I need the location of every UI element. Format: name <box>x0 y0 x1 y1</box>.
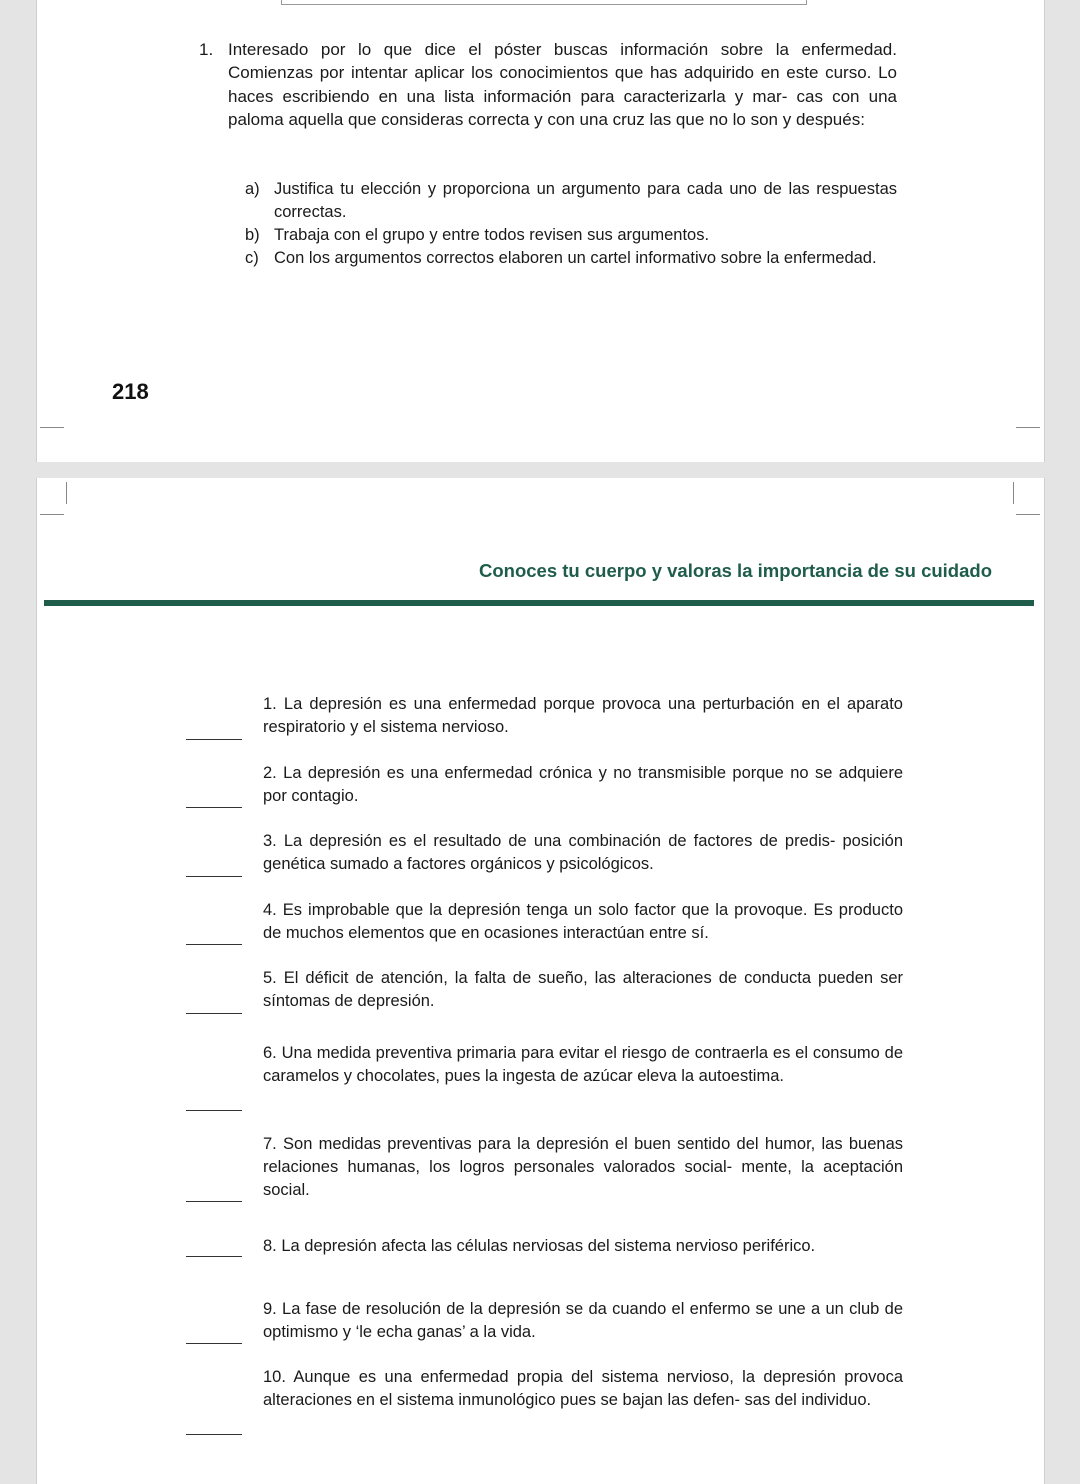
subitems-list <box>245 178 897 270</box>
crop-mark <box>1016 514 1040 515</box>
answer-blank-9[interactable] <box>186 1343 242 1344</box>
answer-blank-1[interactable] <box>186 739 242 740</box>
statement-1: 1. La depresión es una enfermedad porque provoca una perturbación en el aparato respiratorio y el sistema nervioso. <box>263 695 903 736</box>
page-number: 218 <box>112 379 149 404</box>
question-text: Interesado por lo que dice el póster buscas información sobre la enfermedad. Comienzas por intentar aplicar los conocimientos que has adquirido en este curso. Lo haces escribiendo en una lista información para caracterizarla y mar- cas con una paloma aquella que consideras correcta y con una cruz las que no lo son y después: <box>228 40 897 129</box>
answer-blank-6[interactable] <box>186 1110 242 1111</box>
crop-mark <box>66 482 67 504</box>
question-1 <box>199 38 897 131</box>
subitem-letter: b) <box>245 226 260 244</box>
answer-blank-2[interactable] <box>186 807 242 808</box>
top-box-edge <box>281 0 807 5</box>
subitem-letter: a) <box>245 180 260 198</box>
statement-4: 4. Es improbable que la depresión tenga un solo factor que la provoque. Es producto de muchos elementos que en ocasiones interactúan entre sí. <box>263 901 903 942</box>
answer-blank-10[interactable] <box>186 1434 242 1435</box>
crop-mark <box>40 427 64 428</box>
statement-10: 10. Aunque es una enfermedad propia del sistema nervioso, la depresión provoca alteraciones en el sistema inmunológico pues se bajan las defen- sas del individuo. <box>263 1368 903 1409</box>
subitem-text: Trabaja con el grupo y entre todos revisen sus argumentos. <box>274 226 710 244</box>
statement-6: 6. Una medida preventiva primaria para evitar el riesgo de contraerla es el consumo de caramelos y chocolates, pues la ingesta de azúcar eleva la autoestima. <box>263 1044 903 1085</box>
answer-blank-7[interactable] <box>186 1201 242 1202</box>
statement-5: 5. El déficit de atención, la falta de sueño, las alteraciones de conducta pueden ser síntomas de depresión. <box>263 969 903 1010</box>
statement-2: 2. La depresión es una enfermedad crónica y no transmisible porque no se adquiere por contagio. <box>263 764 903 805</box>
section-title: Conoces tu cuerpo y valoras la importancia de su cuidado <box>479 560 992 581</box>
subitem-b <box>245 224 897 247</box>
subitem-letter: c) <box>245 249 259 267</box>
statement-7: 7. Son medidas preventivas para la depresión el buen sentido del humor, las buenas relaciones humanas, los logros personales valorados social- mente, la aceptación social. <box>263 1135 903 1199</box>
subitem-text: Con los argumentos correctos elaboren un cartel informativo sobre la enfermedad. <box>274 249 877 267</box>
answer-blank-8[interactable] <box>186 1256 242 1257</box>
statement-9: 9. La fase de resolución de la depresión se da cuando el enfermo se une a un club de optimismo y ‘le echa ganas’ a la vida. <box>263 1300 903 1341</box>
statement-8: 8. La depresión afecta las células nerviosas del sistema nervioso periférico. <box>263 1237 816 1255</box>
subitem-c <box>245 247 897 270</box>
subitem-text: Justifica tu elección y proporciona un argumento para cada uno de las respuestas correctas. <box>274 180 897 221</box>
section-divider <box>44 600 1034 606</box>
subitem-a <box>245 178 897 224</box>
answer-blank-5[interactable] <box>186 1013 242 1014</box>
answer-blank-4[interactable] <box>186 944 242 945</box>
question-number: 1. <box>199 40 214 59</box>
crop-mark <box>40 514 64 515</box>
statement-3: 3. La depresión es el resultado de una combinación de factores de predis- posición genética sumado a factores orgánicos y psicológicos. <box>263 832 903 873</box>
crop-mark <box>1013 482 1014 504</box>
crop-mark <box>1016 427 1040 428</box>
answer-blank-3[interactable] <box>186 876 242 877</box>
